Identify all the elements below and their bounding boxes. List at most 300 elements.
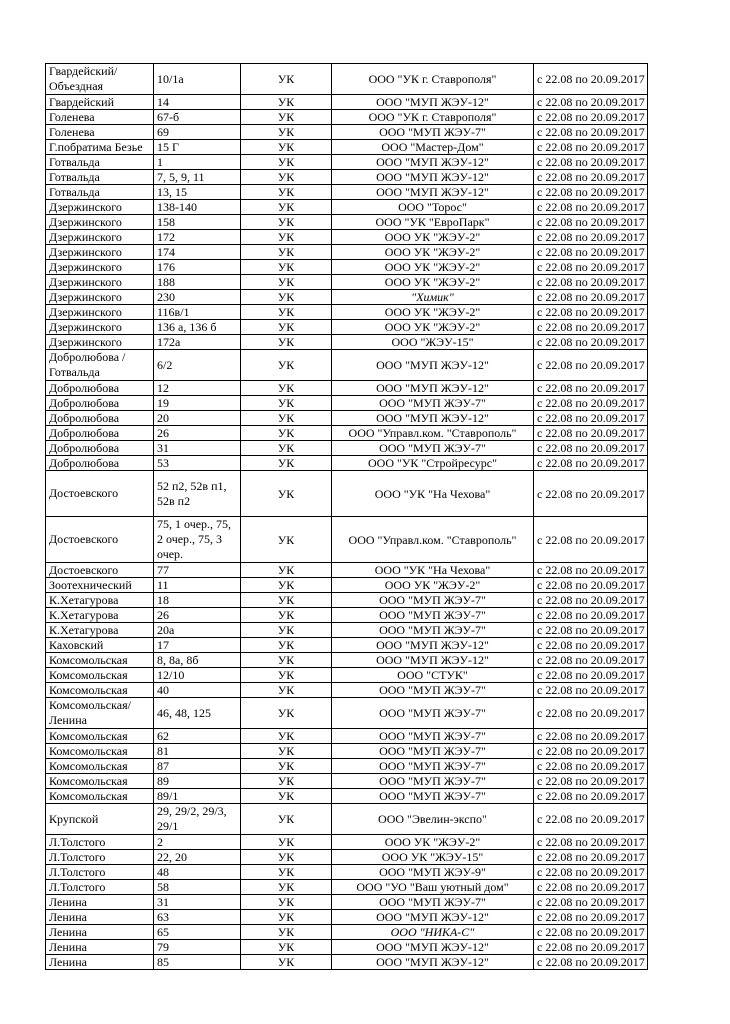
period-cell: с 22.08 по 20.09.2017 [534, 245, 648, 260]
house-number-cell: 26 [154, 426, 241, 441]
house-number-cell: 85 [154, 955, 241, 970]
street-cell: Ленина [46, 895, 154, 910]
street-cell: Добролюбова [46, 426, 154, 441]
company-cell: ООО "МУП ЖЭУ-7" [332, 683, 534, 698]
period-cell: с 22.08 по 20.09.2017 [534, 426, 648, 441]
period-cell: с 22.08 по 20.09.2017 [534, 155, 648, 170]
period-cell: с 22.08 по 20.09.2017 [534, 895, 648, 910]
street-cell: Достоевского [46, 517, 154, 563]
company-cell: ООО "МУП ЖЭУ-7" [332, 623, 534, 638]
table-row [46, 668, 648, 683]
street-cell: Гвардейский/ Объездная [46, 64, 154, 95]
management-form-cell: УК [241, 441, 332, 456]
table-row [46, 320, 648, 335]
company-cell: ООО "МУП ЖЭУ-12" [332, 155, 534, 170]
house-number-cell: 29, 29/2, 29/3, 29/1 [154, 804, 241, 835]
house-number-cell: 62 [154, 729, 241, 744]
house-number-cell: 14 [154, 95, 241, 110]
period-cell: с 22.08 по 20.09.2017 [534, 200, 648, 215]
company-cell: ООО "Торос" [332, 200, 534, 215]
house-number-cell: 58 [154, 880, 241, 895]
table-row [46, 774, 648, 789]
period-cell: с 22.08 по 20.09.2017 [534, 396, 648, 411]
table-row [46, 850, 648, 865]
period-cell: с 22.08 по 20.09.2017 [534, 350, 648, 381]
management-form-cell: УК [241, 350, 332, 381]
management-form-cell: УК [241, 170, 332, 185]
period-cell: с 22.08 по 20.09.2017 [534, 170, 648, 185]
table-row [46, 381, 648, 396]
company-cell: ООО "НИКА-С" [332, 925, 534, 940]
street-cell: Комсомольская [46, 668, 154, 683]
house-number-cell: 75, 1 очер., 75, 2 очер., 75, 3 очер. [154, 517, 241, 563]
street-cell: Ленина [46, 925, 154, 940]
management-form-cell: УК [241, 880, 332, 895]
house-number-cell: 53 [154, 456, 241, 471]
management-form-cell: УК [241, 789, 332, 804]
company-cell: ООО "УК г. Ставрополя" [332, 110, 534, 125]
table-row [46, 683, 648, 698]
table-row [46, 411, 648, 426]
table-row [46, 835, 648, 850]
period-cell: с 22.08 по 20.09.2017 [534, 729, 648, 744]
table-row [46, 275, 648, 290]
management-form-cell: УК [241, 850, 332, 865]
street-cell: Голенева [46, 110, 154, 125]
street-cell: Дзержинского [46, 230, 154, 245]
company-cell: ООО "МУП ЖЭУ-7" [332, 125, 534, 140]
company-cell: ООО "МУП ЖЭУ-7" [332, 593, 534, 608]
table-row [46, 95, 648, 110]
company-cell: ООО "МУП ЖЭУ-7" [332, 759, 534, 774]
table-row [46, 925, 648, 940]
table-row [46, 880, 648, 895]
house-number-cell: 52 п2, 52в п1, 52в п2 [154, 471, 241, 517]
management-form-cell: УК [241, 653, 332, 668]
house-number-cell: 116в/1 [154, 305, 241, 320]
period-cell: с 22.08 по 20.09.2017 [534, 517, 648, 563]
street-cell: Достоевского [46, 471, 154, 517]
table-row [46, 350, 648, 381]
table-row [46, 623, 648, 638]
period-cell: с 22.08 по 20.09.2017 [534, 910, 648, 925]
table-row [46, 441, 648, 456]
table-row [46, 563, 648, 578]
management-form-cell: УК [241, 320, 332, 335]
house-number-cell: 20а [154, 623, 241, 638]
company-cell: "Химик" [332, 290, 534, 305]
period-cell: с 22.08 по 20.09.2017 [534, 940, 648, 955]
house-number-cell: 63 [154, 910, 241, 925]
street-cell: Дзержинского [46, 260, 154, 275]
street-cell: Комсомольская [46, 653, 154, 668]
house-number-cell: 67-б [154, 110, 241, 125]
period-cell: с 22.08 по 20.09.2017 [534, 95, 648, 110]
table-row [46, 744, 648, 759]
management-form-cell: УК [241, 744, 332, 759]
street-cell: Ленина [46, 940, 154, 955]
table-row [46, 230, 648, 245]
company-cell: ООО "УО "Ваш уютный дом" [332, 880, 534, 895]
street-cell: Комсомольская [46, 683, 154, 698]
management-form-cell: УК [241, 64, 332, 95]
period-cell: с 22.08 по 20.09.2017 [534, 381, 648, 396]
company-cell: ООО УК "ЖЭУ-2" [332, 245, 534, 260]
house-number-cell: 19 [154, 396, 241, 411]
street-cell: Комсомольская [46, 744, 154, 759]
management-form-cell: УК [241, 215, 332, 230]
house-number-cell: 158 [154, 215, 241, 230]
period-cell: с 22.08 по 20.09.2017 [534, 275, 648, 290]
management-form-cell: УК [241, 563, 332, 578]
table-row [46, 608, 648, 623]
company-cell: ООО "СТУК" [332, 668, 534, 683]
street-cell: Готвальда [46, 185, 154, 200]
house-number-cell: 12 [154, 381, 241, 396]
period-cell: с 22.08 по 20.09.2017 [534, 638, 648, 653]
house-number-cell: 40 [154, 683, 241, 698]
period-cell: с 22.08 по 20.09.2017 [534, 593, 648, 608]
company-cell: ООО "УК "На Чехова" [332, 563, 534, 578]
street-cell: К.Хетагурова [46, 593, 154, 608]
table-row [46, 245, 648, 260]
period-cell: с 22.08 по 20.09.2017 [534, 456, 648, 471]
period-cell: с 22.08 по 20.09.2017 [534, 290, 648, 305]
period-cell: с 22.08 по 20.09.2017 [534, 683, 648, 698]
company-cell: ООО УК "ЖЭУ-2" [332, 260, 534, 275]
street-cell: Дзержинского [46, 215, 154, 230]
table-row [46, 185, 648, 200]
company-cell: ООО "МУП ЖЭУ-7" [332, 608, 534, 623]
period-cell: с 22.08 по 20.09.2017 [534, 320, 648, 335]
company-cell: ООО "МУП ЖЭУ-12" [332, 411, 534, 426]
management-form-cell: УК [241, 517, 332, 563]
period-cell: с 22.08 по 20.09.2017 [534, 955, 648, 970]
management-form-cell: УК [241, 593, 332, 608]
street-cell: Дзержинского [46, 305, 154, 320]
table-row [46, 396, 648, 411]
house-number-cell: 48 [154, 865, 241, 880]
period-cell: с 22.08 по 20.09.2017 [534, 335, 648, 350]
street-cell: Готвальда [46, 170, 154, 185]
management-form-cell: УК [241, 668, 332, 683]
street-cell: Голенева [46, 125, 154, 140]
table-row [46, 170, 648, 185]
management-form-cell: УК [241, 638, 332, 653]
house-number-cell: 1 [154, 155, 241, 170]
house-number-cell: 138-140 [154, 200, 241, 215]
house-number-cell: 89 [154, 774, 241, 789]
table-row [46, 125, 648, 140]
table-row [46, 895, 648, 910]
street-cell: Добролюбова / Готвальда [46, 350, 154, 381]
company-cell: ООО "МУП ЖЭУ-12" [332, 170, 534, 185]
table-row [46, 110, 648, 125]
street-cell: Дзержинского [46, 200, 154, 215]
management-form-cell: УК [241, 471, 332, 517]
company-cell: ООО "МУП ЖЭУ-12" [332, 638, 534, 653]
management-form-cell: УК [241, 200, 332, 215]
management-form-cell: УК [241, 305, 332, 320]
street-cell: Комсомольская/ Ленина [46, 698, 154, 729]
management-form-cell: УК [241, 774, 332, 789]
management-form-cell: УК [241, 275, 332, 290]
company-cell: ООО "УК "Стройресурс" [332, 456, 534, 471]
management-form-cell: УК [241, 623, 332, 638]
house-number-cell: 81 [154, 744, 241, 759]
company-cell: ООО "УК "ЕвроПарк" [332, 215, 534, 230]
company-cell: ООО "МУП ЖЭУ-9" [332, 865, 534, 880]
management-form-cell: УК [241, 95, 332, 110]
street-cell: Дзержинского [46, 290, 154, 305]
period-cell: с 22.08 по 20.09.2017 [534, 865, 648, 880]
table-body [46, 64, 648, 970]
street-cell: Гвардейский [46, 95, 154, 110]
table-row [46, 865, 648, 880]
table-row [46, 140, 648, 155]
house-number-cell: 12/10 [154, 668, 241, 683]
house-number-cell: 31 [154, 895, 241, 910]
period-cell: с 22.08 по 20.09.2017 [534, 215, 648, 230]
period-cell: с 22.08 по 20.09.2017 [534, 441, 648, 456]
management-form-cell: УК [241, 290, 332, 305]
period-cell: с 22.08 по 20.09.2017 [534, 471, 648, 517]
management-form-cell: УК [241, 185, 332, 200]
table-row [46, 653, 648, 668]
management-form-cell: УК [241, 140, 332, 155]
house-number-cell: 89/1 [154, 789, 241, 804]
house-number-cell: 79 [154, 940, 241, 955]
period-cell: с 22.08 по 20.09.2017 [534, 64, 648, 95]
company-cell: ООО "УК г. Ставрополя" [332, 64, 534, 95]
period-cell: с 22.08 по 20.09.2017 [534, 774, 648, 789]
table-row [46, 955, 648, 970]
street-cell: Зоотехнический [46, 578, 154, 593]
management-form-cell: УК [241, 381, 332, 396]
table-row [46, 260, 648, 275]
company-cell: ООО УК "ЖЭУ-2" [332, 275, 534, 290]
management-form-cell: УК [241, 426, 332, 441]
street-cell: Достоевского [46, 563, 154, 578]
period-cell: с 22.08 по 20.09.2017 [534, 305, 648, 320]
table-row [46, 578, 648, 593]
house-number-cell: 2 [154, 835, 241, 850]
company-cell: ООО "МУП ЖЭУ-7" [332, 698, 534, 729]
table-row [46, 698, 648, 729]
management-form-cell: УК [241, 110, 332, 125]
house-number-cell: 172а [154, 335, 241, 350]
street-cell: Комсомольская [46, 789, 154, 804]
management-form-cell: УК [241, 804, 332, 835]
company-cell: ООО "УК "На Чехова" [332, 471, 534, 517]
period-cell: с 22.08 по 20.09.2017 [534, 230, 648, 245]
management-form-cell: УК [241, 910, 332, 925]
street-cell: Ленина [46, 910, 154, 925]
period-cell: с 22.08 по 20.09.2017 [534, 668, 648, 683]
street-cell: Комсомольская [46, 774, 154, 789]
house-number-cell: 10/1а [154, 64, 241, 95]
company-cell: ООО "МУП ЖЭУ-12" [332, 350, 534, 381]
company-cell: ООО "Эвелин-экспо" [332, 804, 534, 835]
street-cell: Крупской [46, 804, 154, 835]
management-form-cell: УК [241, 955, 332, 970]
period-cell: с 22.08 по 20.09.2017 [534, 804, 648, 835]
house-number-cell: 17 [154, 638, 241, 653]
table-row [46, 64, 648, 95]
street-cell: Добролюбова [46, 381, 154, 396]
house-number-cell: 6/2 [154, 350, 241, 381]
period-cell: с 22.08 по 20.09.2017 [534, 925, 648, 940]
house-number-cell: 176 [154, 260, 241, 275]
table-row [46, 593, 648, 608]
management-form-cell: УК [241, 729, 332, 744]
company-cell: ООО "Управл.ком. "Ставрополь" [332, 517, 534, 563]
street-cell: Готвальда [46, 155, 154, 170]
company-cell: ООО "МУП ЖЭУ-12" [332, 381, 534, 396]
house-number-cell: 230 [154, 290, 241, 305]
house-number-cell: 22, 20 [154, 850, 241, 865]
company-cell: ООО УК "ЖЭУ-2" [332, 320, 534, 335]
table-row [46, 155, 648, 170]
table-row [46, 638, 648, 653]
table-row [46, 305, 648, 320]
company-cell: ООО "МУП ЖЭУ-12" [332, 910, 534, 925]
company-cell: ООО "МУП ЖЭУ-12" [332, 940, 534, 955]
management-form-cell: УК [241, 245, 332, 260]
house-number-cell: 13, 15 [154, 185, 241, 200]
house-number-cell: 31 [154, 441, 241, 456]
management-form-cell: УК [241, 456, 332, 471]
house-number-cell: 8, 8а, 8б [154, 653, 241, 668]
company-cell: ООО "МУП ЖЭУ-7" [332, 774, 534, 789]
management-form-cell: УК [241, 759, 332, 774]
table-row [46, 789, 648, 804]
table-row [46, 215, 648, 230]
street-cell: Добролюбова [46, 396, 154, 411]
period-cell: с 22.08 по 20.09.2017 [534, 140, 648, 155]
table-row [46, 456, 648, 471]
period-cell: с 22.08 по 20.09.2017 [534, 850, 648, 865]
house-number-cell: 11 [154, 578, 241, 593]
table-row [46, 335, 648, 350]
street-cell: Л.Толстого [46, 880, 154, 895]
management-form-cell: УК [241, 335, 332, 350]
management-form-cell: УК [241, 260, 332, 275]
street-cell: Дзержинского [46, 245, 154, 260]
period-cell: с 22.08 по 20.09.2017 [534, 759, 648, 774]
house-number-cell: 7, 5, 9, 11 [154, 170, 241, 185]
company-cell: ООО "Мастер-Дом" [332, 140, 534, 155]
house-number-cell: 18 [154, 593, 241, 608]
street-cell: Добролюбова [46, 411, 154, 426]
company-cell: ООО "МУП ЖЭУ-7" [332, 441, 534, 456]
company-cell: ООО "Управл.ком. "Ставрополь" [332, 426, 534, 441]
house-number-cell: 15 Г [154, 140, 241, 155]
house-number-cell: 65 [154, 925, 241, 940]
street-cell: Ленина [46, 955, 154, 970]
company-cell: ООО "ЖЭУ-15" [332, 335, 534, 350]
company-cell: ООО "МУП ЖЭУ-12" [332, 653, 534, 668]
house-number-cell: 188 [154, 275, 241, 290]
period-cell: с 22.08 по 20.09.2017 [534, 880, 648, 895]
company-cell: ООО УК "ЖЭУ-2" [332, 835, 534, 850]
company-cell: ООО "МУП ЖЭУ-7" [332, 895, 534, 910]
management-form-cell: УК [241, 895, 332, 910]
house-number-cell: 87 [154, 759, 241, 774]
period-cell: с 22.08 по 20.09.2017 [534, 653, 648, 668]
management-form-cell: УК [241, 608, 332, 623]
house-number-cell: 20 [154, 411, 241, 426]
house-number-cell: 46, 48, 125 [154, 698, 241, 729]
street-cell: Дзержинского [46, 275, 154, 290]
street-cell: Добролюбова [46, 441, 154, 456]
house-number-cell: 77 [154, 563, 241, 578]
management-form-cell: УК [241, 230, 332, 245]
table-row [46, 729, 648, 744]
house-number-cell: 69 [154, 125, 241, 140]
street-cell: Дзержинского [46, 335, 154, 350]
period-cell: с 22.08 по 20.09.2017 [534, 698, 648, 729]
company-cell: ООО "МУП ЖЭУ-7" [332, 789, 534, 804]
management-form-cell: УК [241, 155, 332, 170]
street-cell: Л.Толстого [46, 850, 154, 865]
period-cell: с 22.08 по 20.09.2017 [534, 835, 648, 850]
period-cell: с 22.08 по 20.09.2017 [534, 578, 648, 593]
period-cell: с 22.08 по 20.09.2017 [534, 260, 648, 275]
house-number-cell: 136 а, 136 б [154, 320, 241, 335]
street-cell: Добролюбова [46, 456, 154, 471]
street-cell: Л.Толстого [46, 865, 154, 880]
street-cell: Комсомольская [46, 729, 154, 744]
period-cell: с 22.08 по 20.09.2017 [534, 110, 648, 125]
period-cell: с 22.08 по 20.09.2017 [534, 185, 648, 200]
period-cell: с 22.08 по 20.09.2017 [534, 744, 648, 759]
period-cell: с 22.08 по 20.09.2017 [534, 623, 648, 638]
street-cell: К.Хетагурова [46, 608, 154, 623]
company-cell: ООО УК "ЖЭУ-2" [332, 230, 534, 245]
period-cell: с 22.08 по 20.09.2017 [534, 789, 648, 804]
period-cell: с 22.08 по 20.09.2017 [534, 608, 648, 623]
company-cell: ООО "МУП ЖЭУ-12" [332, 185, 534, 200]
table-row [46, 290, 648, 305]
company-cell: ООО УК "ЖЭУ-2" [332, 578, 534, 593]
street-cell: Каховский [46, 638, 154, 653]
management-form-cell: УК [241, 925, 332, 940]
management-companies-table [45, 63, 648, 970]
management-form-cell: УК [241, 835, 332, 850]
street-cell: Л.Толстого [46, 835, 154, 850]
management-form-cell: УК [241, 865, 332, 880]
street-cell: Г.побратима Безье [46, 140, 154, 155]
house-number-cell: 26 [154, 608, 241, 623]
table-row [46, 200, 648, 215]
street-cell: К.Хетагурова [46, 623, 154, 638]
table-row [46, 910, 648, 925]
period-cell: с 22.08 по 20.09.2017 [534, 411, 648, 426]
management-form-cell: УК [241, 411, 332, 426]
period-cell: с 22.08 по 20.09.2017 [534, 125, 648, 140]
house-number-cell: 174 [154, 245, 241, 260]
management-form-cell: УК [241, 698, 332, 729]
company-cell: ООО "МУП ЖЭУ-7" [332, 729, 534, 744]
company-cell: ООО "МУП ЖЭУ-12" [332, 95, 534, 110]
table-row [46, 426, 648, 441]
management-form-cell: УК [241, 396, 332, 411]
table-row [46, 471, 648, 517]
table-row [46, 804, 648, 835]
company-cell: ООО "МУП ЖЭУ-12" [332, 955, 534, 970]
street-cell: Комсомольская [46, 759, 154, 774]
